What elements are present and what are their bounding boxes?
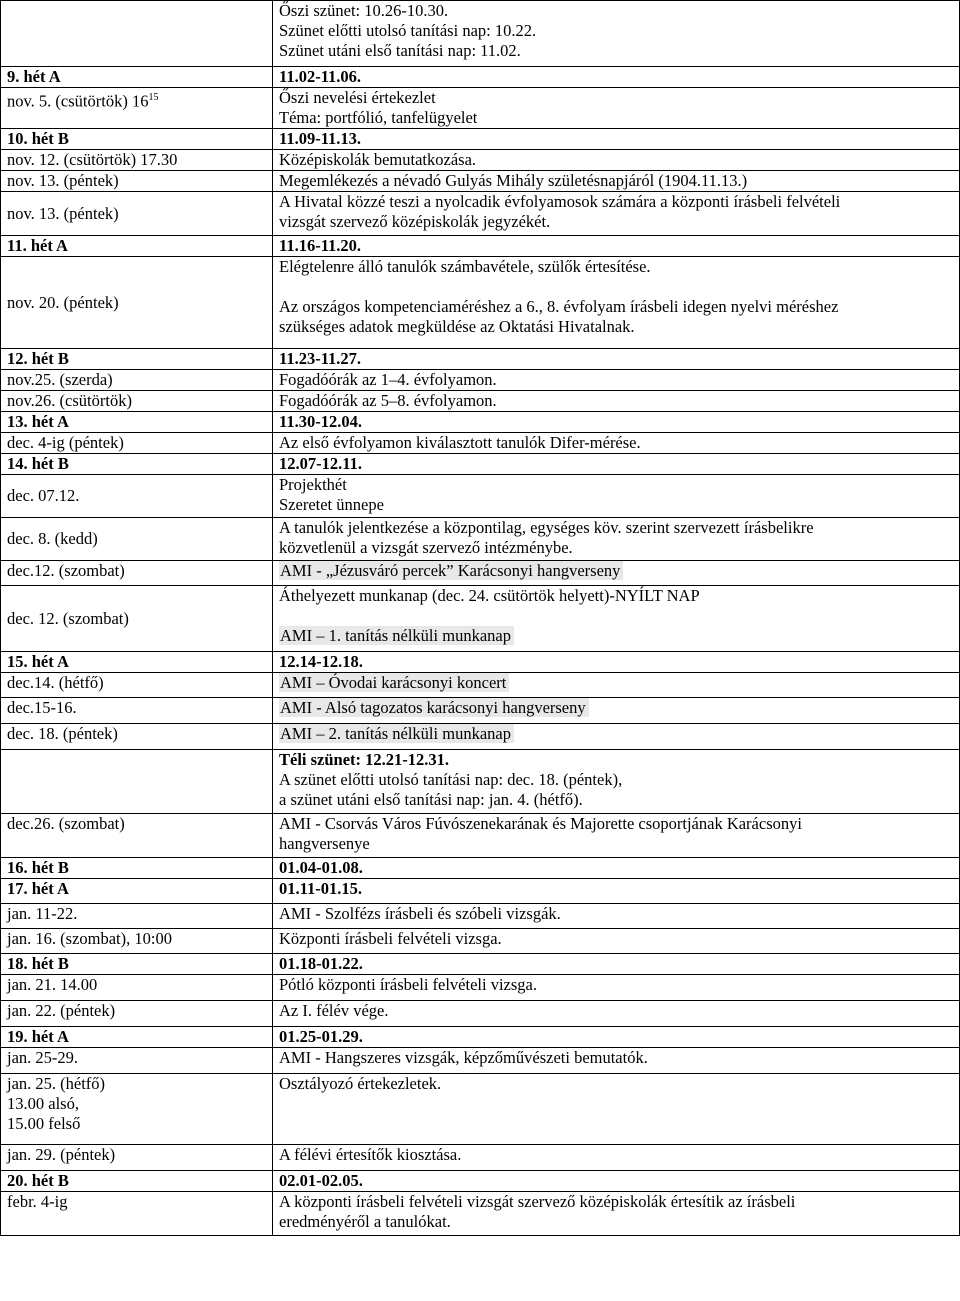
date-cell <box>1 370 273 391</box>
date-text: 15. hét A <box>7 652 69 671</box>
week-row <box>1 412 960 433</box>
date-cell <box>1 67 273 88</box>
event-text: 01.11-01.15. <box>279 879 362 898</box>
event-cell <box>273 349 960 370</box>
date-text: nov. 20. (péntek) <box>7 292 119 312</box>
schedule-row <box>1 929 960 954</box>
week-row <box>1 858 960 879</box>
date-text: 13.00 alsó, <box>7 1094 79 1113</box>
event-text: 11.16-11.20. <box>279 236 362 255</box>
event-cell <box>273 698 960 724</box>
date-text: dec.12. (szombat) <box>7 561 125 580</box>
date-text: dec. 18. (péntek) <box>7 724 118 743</box>
date-cell <box>1 1074 273 1145</box>
date-text: 13. hét A <box>7 412 69 431</box>
schedule-row <box>1 433 960 454</box>
date-cell <box>1 150 273 171</box>
week-row <box>1 1171 960 1192</box>
schedule-row <box>1 391 960 412</box>
event-text: Szünet előtti utolsó tanítási nap: 10.22. <box>279 21 537 40</box>
event-text: 01.04-01.08. <box>279 858 363 877</box>
date-cell <box>1 412 273 433</box>
schedule-row <box>1 88 960 129</box>
event-text: hangversenye <box>279 834 370 853</box>
event-text <box>279 277 959 297</box>
schedule-row <box>1 257 960 349</box>
event-text: Az országos kompetenciaméréshez a 6., 8. évfolyam írásbeli idegen nyelvi méréshez <box>279 297 839 316</box>
event-cell <box>273 586 960 652</box>
date-cell <box>1 475 273 518</box>
event-cell <box>273 150 960 171</box>
date-cell <box>1 561 273 586</box>
event-text: 01.18-01.22. <box>279 954 363 973</box>
week-row <box>1 879 960 904</box>
date-cell <box>1 724 273 750</box>
time-minutes: 15 <box>148 92 159 103</box>
date-text: jan. 16. (szombat), 10:00 <box>7 929 172 948</box>
event-cell <box>273 750 960 814</box>
schedule-row <box>1 1192 960 1236</box>
event-text: közvetlenül a vizsgát szervező intézménybe. <box>279 538 573 557</box>
date-text: 15.00 felső <box>7 1114 81 1133</box>
week-row <box>1 129 960 150</box>
week-row <box>1 454 960 475</box>
event-text: 11.30-12.04. <box>279 412 362 431</box>
date-text: jan. 25-29. <box>7 1048 79 1067</box>
date-cell <box>1 454 273 475</box>
date-text: dec. 4-ig (péntek) <box>7 433 124 452</box>
date-text: dec. 07.12. <box>7 486 80 505</box>
week-row <box>1 236 960 257</box>
event-text <box>279 606 959 626</box>
schedule-row <box>1 673 960 698</box>
event-cell <box>273 391 960 412</box>
event-text: AMI - Csorvás Város Fúvószenekarának és Majorette csoportjának Karácsonyi <box>279 814 802 833</box>
event-text: A tanulók jelentkezése a központilag, egységes köv. szerint szervezett írásbelikre <box>279 518 814 537</box>
schedule-row <box>1 1145 960 1171</box>
date-cell <box>1 929 273 954</box>
event-cell <box>273 1171 960 1192</box>
date-text: 9. hét A <box>7 67 61 86</box>
date-cell <box>1 750 273 814</box>
schedule-row <box>1 1074 960 1145</box>
schedule-row <box>1 698 960 724</box>
event-cell <box>273 433 960 454</box>
date-cell <box>1 814 273 858</box>
schedule-row <box>1 192 960 236</box>
event-text: 11.23-11.27. <box>279 349 362 368</box>
event-text: Téma: portfólió, tanfelügyelet <box>279 108 478 127</box>
event-text: Szünet utáni első tanítási nap: 11.02. <box>279 41 521 60</box>
date-cell <box>1 129 273 150</box>
schedule-row <box>1 561 960 586</box>
event-text: vizsgát szervező középiskolák jegyzékét. <box>279 212 551 231</box>
week-row <box>1 349 960 370</box>
date-cell <box>1 904 273 929</box>
schedule-row <box>1 1 960 67</box>
schedule-row <box>1 150 960 171</box>
event-cell <box>273 929 960 954</box>
date-text: 17. hét A <box>7 879 69 898</box>
event-text: AMI - „Jézusváró percek” Karácsonyi hangverseny <box>279 561 959 581</box>
date-text: 10. hét B <box>7 129 69 148</box>
schedule-row <box>1 586 960 652</box>
date-text: febr. 4-ig <box>7 1192 68 1211</box>
event-text: Központi írásbeli felvételi vizsga. <box>279 929 502 948</box>
event-text: AMI - Alsó tagozatos karácsonyi hangverseny <box>279 698 959 718</box>
event-text: 01.25-01.29. <box>279 1027 363 1046</box>
date-cell <box>1 858 273 879</box>
event-text: Az I. félév vége. <box>279 1001 389 1020</box>
schedule-row <box>1 171 960 192</box>
date-cell <box>1 1048 273 1074</box>
date-cell <box>1 192 273 236</box>
event-cell <box>273 454 960 475</box>
date-text: dec.26. (szombat) <box>7 814 125 833</box>
date-cell <box>1 391 273 412</box>
event-cell <box>273 1001 960 1027</box>
date-text: 18. hét B <box>7 954 69 973</box>
event-text: a szünet utáni első tanítási nap: jan. 4. (hétfő). <box>279 790 583 809</box>
date-text: dec. 12. (szombat) <box>7 608 129 628</box>
event-cell <box>273 879 960 904</box>
event-text: Elégtelenre álló tanulók számbavétele, szülők értesítése. <box>279 257 651 276</box>
event-text: Szeretet ünnepe <box>279 495 384 514</box>
event-cell <box>273 1048 960 1074</box>
event-text: 02.01-02.05. <box>279 1171 363 1190</box>
date-text: nov. 13. (péntek) <box>7 203 119 223</box>
date-cell <box>1 954 273 975</box>
event-text: Pótló központi írásbeli felvételi vizsga. <box>279 975 537 994</box>
date-text: 20. hét B <box>7 1171 69 1190</box>
event-text: A központi írásbeli felvételi vizsgát szervező középiskolák értesítik az írásbeli <box>279 1192 796 1211</box>
event-cell <box>273 257 960 349</box>
event-cell <box>273 858 960 879</box>
date-cell <box>1 88 273 129</box>
schedule-row <box>1 518 960 561</box>
date-cell <box>1 349 273 370</box>
event-text: 12.07-12.11. <box>279 454 362 473</box>
date-text: nov. 5. (csütörtök) $16^{15}$ <box>7 91 159 111</box>
event-cell <box>273 904 960 929</box>
event-cell <box>273 673 960 698</box>
event-cell <box>273 1 960 67</box>
date-text: nov. 13. (péntek) <box>7 171 119 190</box>
event-cell <box>273 1074 960 1145</box>
date-cell <box>1 1 273 67</box>
event-text: 12.14-12.18. <box>279 652 363 671</box>
event-text: A szünet előtti utolsó tanítási nap: dec. 18. (péntek), <box>279 770 623 789</box>
date-text: 11. hét A <box>7 236 68 255</box>
date-text: 19. hét A <box>7 1027 69 1046</box>
event-text: Projekthét <box>279 475 347 494</box>
week-row <box>1 954 960 975</box>
date-cell <box>1 1001 273 1027</box>
schedule-row <box>1 475 960 518</box>
event-text: 11.09-11.13. <box>279 129 362 148</box>
date-cell <box>1 433 273 454</box>
date-cell <box>1 698 273 724</box>
date-cell <box>1 257 273 349</box>
event-text: A félévi értesítők kiosztása. <box>279 1145 462 1164</box>
event-text: Áthelyezett munkanap (dec. 24. csütörtök helyett)-NYÍLT NAP <box>279 586 700 605</box>
date-text: jan. 22. (péntek) <box>7 1001 116 1020</box>
event-text: Fogadóórák az 1–4. évfolyamon. <box>279 370 497 389</box>
event-text: Megemlékezés a névadó Gulyás Mihály születésnapjáról (1904.11.13.) <box>279 171 748 190</box>
event-text: AMI – 2. tanítás nélküli munkanap <box>279 724 959 744</box>
date-cell <box>1 673 273 698</box>
event-cell <box>273 370 960 391</box>
week-row <box>1 67 960 88</box>
date-text: jan. 25. (hétfő) <box>7 1074 106 1093</box>
date-cell <box>1 171 273 192</box>
event-text: AMI – 1. tanítás nélküli munkanap <box>279 626 959 646</box>
date-cell <box>1 518 273 561</box>
event-cell <box>273 814 960 858</box>
schedule-row <box>1 1048 960 1074</box>
date-cell <box>1 1171 273 1192</box>
event-text: Őszi szünet: 10.26-10.30. <box>279 1 449 20</box>
date-text: jan. 11-22. <box>7 904 78 923</box>
event-text: AMI – Óvodai karácsonyi koncert <box>279 673 959 693</box>
schedule-row <box>1 1001 960 1027</box>
event-cell <box>273 561 960 586</box>
date-text: dec. 8. (kedd) <box>7 529 98 548</box>
date-text: 14. hét B <box>7 454 69 473</box>
week-row <box>1 1027 960 1048</box>
event-cell <box>273 975 960 1001</box>
event-text: Osztályozó értekezletek. <box>279 1074 442 1093</box>
week-row <box>1 652 960 673</box>
schedule-row <box>1 724 960 750</box>
date-cell <box>1 975 273 1001</box>
date-cell <box>1 1145 273 1171</box>
date-cell <box>1 879 273 904</box>
event-cell <box>273 724 960 750</box>
schedule-row <box>1 814 960 858</box>
event-text: A Hivatal közzé teszi a nyolcadik évfolyamosok számára a központi írásbeli felvételi <box>279 192 841 211</box>
event-cell <box>273 67 960 88</box>
schedule-row <box>1 904 960 929</box>
schedule-row <box>1 750 960 814</box>
date-cell <box>1 236 273 257</box>
schedule-row <box>1 370 960 391</box>
event-text: AMI - Szolfézs írásbeli és szóbeli vizsgák. <box>279 904 561 923</box>
event-text: AMI - Hangszeres vizsgák, képzőművészeti bemutatók. <box>279 1048 648 1067</box>
date-text: nov.25. (szerda) <box>7 370 113 389</box>
date-cell <box>1 1192 273 1236</box>
date-text: dec.15-16. <box>7 698 77 717</box>
date-text: jan. 29. (péntek) <box>7 1145 116 1164</box>
event-cell <box>273 518 960 561</box>
event-text: 11.02-11.06. <box>279 67 362 86</box>
date-text: dec.14. (hétfő) <box>7 673 104 692</box>
date-cell <box>1 1027 273 1048</box>
event-text: Középiskolák bemutatkozása. <box>279 150 477 169</box>
event-text: Az első évfolyamon kiválasztott tanulók Difer-mérése. <box>279 433 641 452</box>
event-cell <box>273 1145 960 1171</box>
event-cell <box>273 1192 960 1236</box>
date-text: 12. hét B <box>7 349 69 368</box>
event-cell <box>273 88 960 129</box>
event-cell <box>273 652 960 673</box>
event-text: szükséges adatok megküldése az Oktatási Hivatalnak. <box>279 317 635 336</box>
event-cell <box>273 475 960 518</box>
event-cell <box>273 129 960 150</box>
event-cell <box>273 171 960 192</box>
date-cell <box>1 652 273 673</box>
event-cell <box>273 192 960 236</box>
event-text: Őszi nevelési értekezlet <box>279 88 436 107</box>
date-cell <box>1 586 273 652</box>
event-cell <box>273 1027 960 1048</box>
event-text: eredményéről a tanulókat. <box>279 1212 451 1231</box>
event-text: Téli szünet: 12.21-12.31. <box>279 750 450 769</box>
event-cell <box>273 954 960 975</box>
date-text: jan. 21. 14.00 <box>7 975 98 994</box>
date-text: 16. hét B <box>7 858 69 877</box>
date-text: nov.26. (csütörtök) <box>7 391 132 410</box>
event-cell <box>273 412 960 433</box>
event-cell <box>273 236 960 257</box>
date-text: nov. 12. (csütörtök) 17.30 <box>7 150 178 169</box>
schedule-row <box>1 975 960 1001</box>
event-text: Fogadóórák az 5–8. évfolyamon. <box>279 391 497 410</box>
